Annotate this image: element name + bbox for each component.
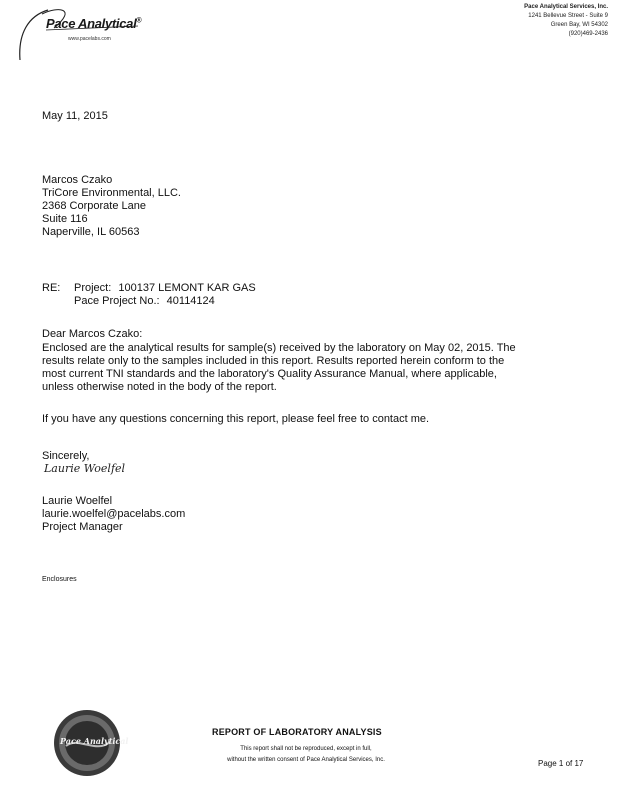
- company-phone: (920)469-2436: [568, 31, 608, 37]
- logo-mark: ®: [136, 17, 142, 25]
- logo-text: Pace Analytical®: [46, 16, 142, 31]
- recipient-street: 2368 Corporate Lane: [42, 200, 146, 212]
- signature: Laurie Woelfel: [44, 462, 126, 475]
- recipient-company: TriCore Environmental, LLC.: [42, 187, 181, 199]
- recipient-city: Naperville, IL 60563: [42, 226, 140, 238]
- signer-title: Project Manager: [42, 521, 123, 533]
- closing: Sincerely,: [42, 450, 90, 462]
- signer-block: [42, 495, 185, 534]
- page-number: Page 1 of 17: [538, 759, 584, 768]
- recipient-suite: Suite 116: [42, 213, 88, 225]
- project-line: [74, 282, 256, 295]
- re-label: RE:: [42, 282, 61, 294]
- company-name: Pace Analytical Services, Inc.: [524, 4, 608, 10]
- footer-note-line-1: This report shall not be reproduced, except in full,: [240, 746, 372, 752]
- footer-note: [206, 744, 406, 766]
- salutation: Dear Marcos Czako:: [42, 328, 143, 340]
- company-logo: [18, 4, 148, 64]
- logo-url: www.pacelabs.com: [68, 36, 111, 42]
- body-paragraph-1: Enclosed are the analytical results for sample(s) received by the laboratory on May 02, 2015. The results relate only to the samples included in this report. Results reported herein conform to the most current TNI standards and the laboratory's Quality Assurance Manual, where applicable, unless otherwise noted in the body of the report.: [42, 342, 516, 393]
- enclosures: Enclosures: [42, 576, 77, 583]
- footer-title: REPORT OF LABORATORY ANALYSIS: [212, 727, 382, 737]
- letter-date: May 11, 2015: [42, 110, 108, 122]
- signer-name: Laurie Woelfel: [42, 495, 113, 507]
- footer-note-line-2: without the written consent of Pace Analytical Services, Inc.: [227, 757, 385, 763]
- seal-text: Pace Analytical: [60, 736, 129, 746]
- pace-project-value: 40114124: [166, 295, 215, 307]
- pace-project-label: Pace Project No.:: [74, 295, 160, 307]
- company-street: 1241 Bellevue Street - Suite 9: [528, 13, 608, 19]
- recipient-name: Marcos Czako: [42, 174, 113, 186]
- logo-swoosh-icon: [18, 4, 148, 64]
- company-city: Green Bay, WI 54302: [550, 22, 608, 28]
- project-value: 100137 LEMONT KAR GAS: [118, 282, 256, 294]
- recipient-address: [42, 174, 181, 239]
- company-address: [524, 3, 608, 39]
- signer-email: laurie.woelfel@pacelabs.com: [42, 508, 186, 520]
- pace-project-line: [74, 295, 215, 308]
- body-paragraph-2: If you have any questions concerning this report, please feel free to contact me.: [42, 413, 430, 425]
- project-label: Project:: [74, 282, 112, 294]
